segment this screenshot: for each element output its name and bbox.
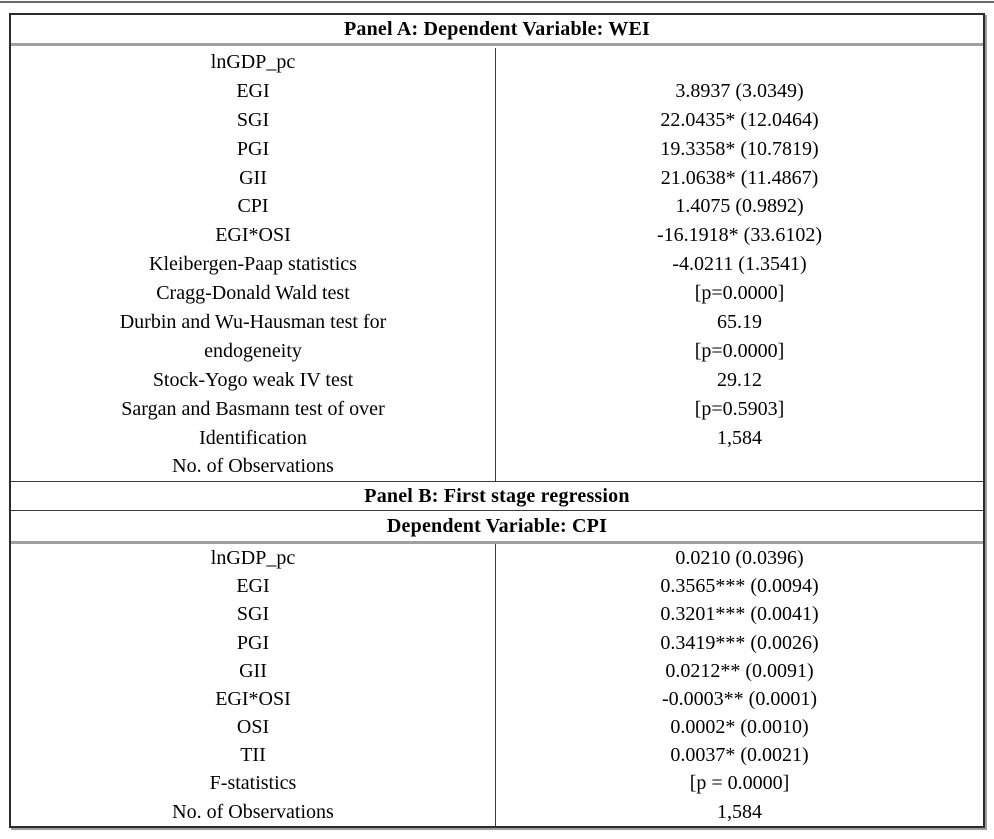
row-value: -16.1918* (33.6102): [495, 221, 983, 250]
row-label: EGI: [236, 79, 270, 102]
table-row: [11, 77, 983, 106]
row-value: 0.0212** (0.0091): [495, 657, 983, 685]
panel-b-body: [11, 544, 983, 826]
row-value: 0.3201*** (0.0041): [495, 601, 983, 629]
panel-b-title-text: Panel B: First stage regression: [364, 484, 630, 507]
row-value: 0.0002* (0.0010): [495, 713, 983, 741]
row-value: [495, 452, 983, 481]
row-value: 65.19: [495, 308, 983, 337]
table-row: [11, 573, 983, 601]
row-value: 0.3565*** (0.0094): [495, 573, 983, 601]
row-label: PGI: [236, 137, 270, 160]
table-row: [11, 798, 983, 826]
row-label: Durbin and Wu-Hausman test for: [119, 310, 387, 333]
row-value: [p=0.5903]: [495, 395, 983, 424]
row-label: No. of Observations: [172, 455, 334, 478]
table-row: [11, 337, 983, 366]
panel-b-header: [11, 481, 983, 511]
table-row: [11, 106, 983, 135]
table-row: [11, 366, 983, 395]
row-value: 29.12: [495, 366, 983, 395]
row-label: EGI*OSI: [215, 687, 291, 710]
table-row: [11, 770, 983, 798]
row-label: GII: [239, 166, 267, 189]
row-label: F-statistics: [209, 772, 297, 795]
row-value: [p=0.0000]: [495, 337, 983, 366]
row-value: [495, 48, 983, 77]
table-row: [11, 544, 983, 572]
row-value: 19.3358* (10.7819): [495, 135, 983, 164]
row-label: TII: [240, 744, 266, 767]
row-label: SGI: [236, 108, 270, 131]
row-label: PGI: [236, 631, 270, 654]
row-label: No. of Observations: [172, 800, 334, 823]
row-value: -0.0003** (0.0001): [495, 685, 983, 713]
row-label: Sargan and Basmann test of over: [121, 397, 385, 420]
row-label: OSI: [236, 716, 270, 739]
regression-table: [9, 13, 985, 828]
row-label: Stock-Yogo weak IV test: [152, 368, 354, 391]
row-value: -4.0211 (1.3541): [495, 250, 983, 279]
row-label: EGI: [236, 575, 270, 598]
row-value: [p=0.0000]: [495, 279, 983, 308]
table-row: [11, 685, 983, 713]
panel-b-subheader: [11, 511, 983, 544]
top-edge-line: [0, 1, 994, 3]
row-value: 1.4075 (0.9892): [495, 192, 983, 221]
row-label: lnGDP_pc: [210, 546, 296, 569]
row-label: Kleibergen-Paap statistics: [149, 253, 357, 276]
row-label: EGI*OSI: [215, 224, 291, 247]
row-value: 1,584: [495, 798, 983, 826]
table-row: [11, 601, 983, 629]
table-row: [11, 713, 983, 741]
row-value: 1,584: [495, 424, 983, 453]
row-label: Cragg-Donald Wald test: [156, 282, 350, 305]
row-value: 0.3419*** (0.0026): [495, 629, 983, 657]
table-row: [11, 424, 983, 453]
table-row: [11, 135, 983, 164]
row-label: SGI: [236, 603, 270, 626]
table-row: [11, 452, 983, 481]
row-label: Identification: [199, 426, 307, 449]
panel-b-subtitle-text: Dependent Variable: CPI: [386, 514, 608, 537]
table-row: [11, 164, 983, 193]
row-label: CPI: [237, 195, 269, 218]
row-value: 0.0037* (0.0021): [495, 742, 983, 770]
row-label: endogeneity: [204, 339, 302, 362]
table-row: [11, 48, 983, 77]
table-row: [11, 250, 983, 279]
row-value: 22.0435* (12.0464): [495, 106, 983, 135]
table-row: [11, 395, 983, 424]
row-value: 3.8937 (3.0349): [495, 77, 983, 106]
table-row: [11, 279, 983, 308]
row-label: GII: [239, 659, 267, 682]
table-row: [11, 657, 983, 685]
panel-a-header: [11, 15, 983, 46]
table-row: [11, 629, 983, 657]
panel-a-body: [11, 46, 983, 481]
row-value: 0.0210 (0.0396): [495, 544, 983, 572]
row-value: 21.0638* (11.4867): [495, 164, 983, 193]
table-row: [11, 742, 983, 770]
table-row: [11, 192, 983, 221]
row-label: lnGDP_pc: [210, 50, 296, 73]
panel-a-title-text: Panel A: Dependent Variable: WEI: [343, 17, 651, 40]
row-value: [p = 0.0000]: [495, 770, 983, 798]
table-row: [11, 221, 983, 250]
table-row: [11, 308, 983, 337]
